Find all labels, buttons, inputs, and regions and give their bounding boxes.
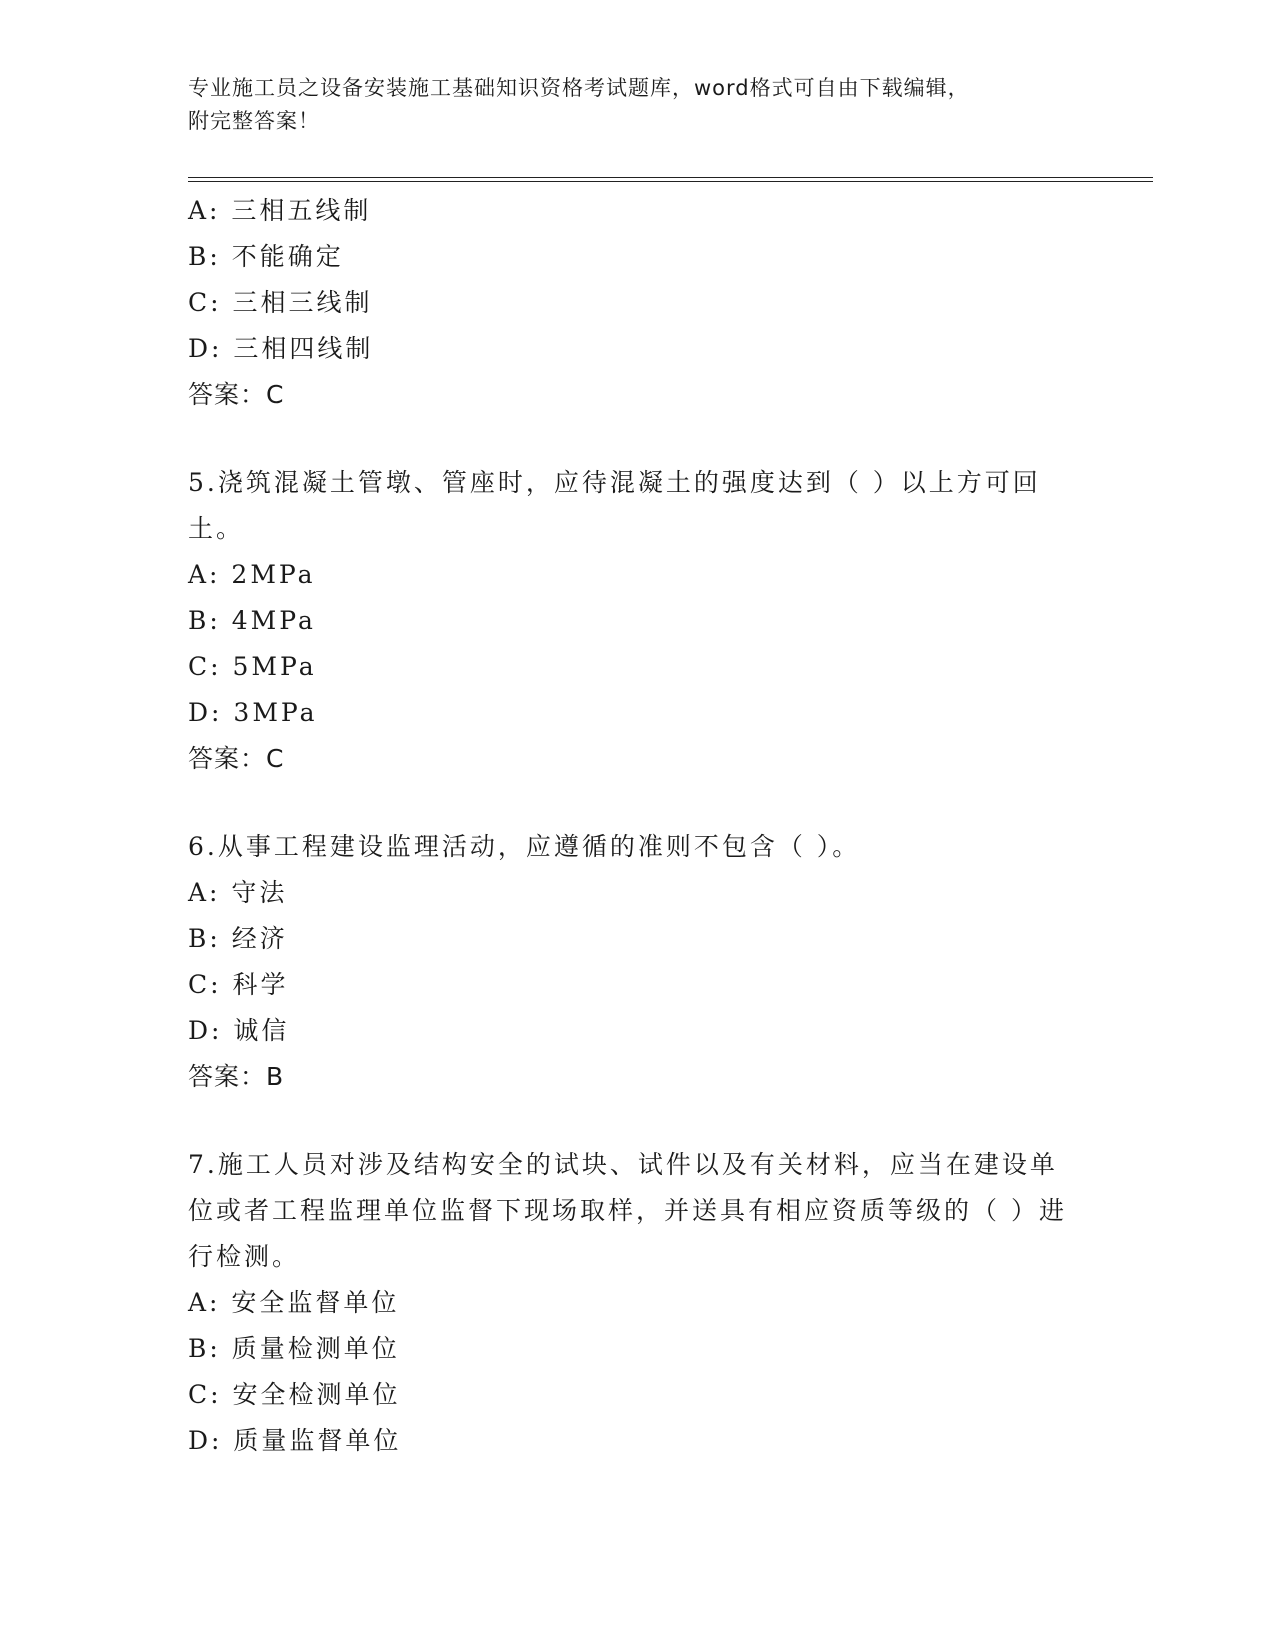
q5-option-c: C: 5MPa (188, 652, 317, 681)
q4-option-b: B: 不能确定 (188, 242, 344, 271)
q6-option-c: C: 科学 (188, 970, 289, 999)
q4-option-d: D: 三相四线制 (188, 334, 374, 363)
question-4 (188, 188, 1088, 418)
spacer (188, 1100, 1088, 1142)
header-divider-top (188, 177, 1153, 178)
header-divider-bottom (188, 181, 1153, 182)
header-line-2: 附完整答案！ (188, 109, 320, 133)
q7-text: 7.施工人员对涉及结构安全的试块、试件以及有关材料，应当在建设单位或者工程监理单位监督下现场取样，并送具有相应资质等级的（ ）进行检测。 (188, 1150, 1067, 1271)
question-6 (188, 824, 1088, 1100)
q6-answer: 答案：B (188, 1062, 285, 1091)
header-line-1: 专业施工员之设备安装施工基础知识资格考试题库，word格式可自由下载编辑， (188, 76, 970, 100)
q7-option-a: A: 安全监督单位 (188, 1288, 400, 1317)
q5-text: 5.浇筑混凝土管墩、管座时，应待混凝土的强度达到（ ）以上方可回土。 (188, 468, 1041, 543)
q6-option-a: A: 守法 (188, 878, 288, 907)
q6-text: 6.从事工程建设监理活动，应遵循的准则不包含（ ）。 (188, 832, 861, 861)
spacer (188, 782, 1088, 824)
q5-answer: 答案：C (188, 744, 285, 773)
question-7 (188, 1142, 1088, 1464)
q5-option-d: D: 3MPa (188, 698, 318, 727)
spacer (188, 418, 1088, 460)
q4-answer: 答案：C (188, 380, 285, 409)
q7-option-c: C: 安全检测单位 (188, 1380, 401, 1409)
q6-option-b: B: 经济 (188, 924, 288, 953)
question-list (188, 188, 1088, 1464)
q5-option-b: B: 4MPa (188, 606, 316, 635)
q4-option-a: A: 三相五线制 (188, 196, 372, 225)
question-5 (188, 460, 1088, 782)
q7-option-b: B: 质量检测单位 (188, 1334, 400, 1363)
q6-option-d: D: 诚信 (188, 1016, 290, 1045)
q5-option-a: A: 2MPa (188, 560, 316, 589)
q7-option-d: D: 质量监督单位 (188, 1426, 402, 1455)
document-header (188, 72, 1068, 138)
q4-option-c: C: 三相三线制 (188, 288, 373, 317)
